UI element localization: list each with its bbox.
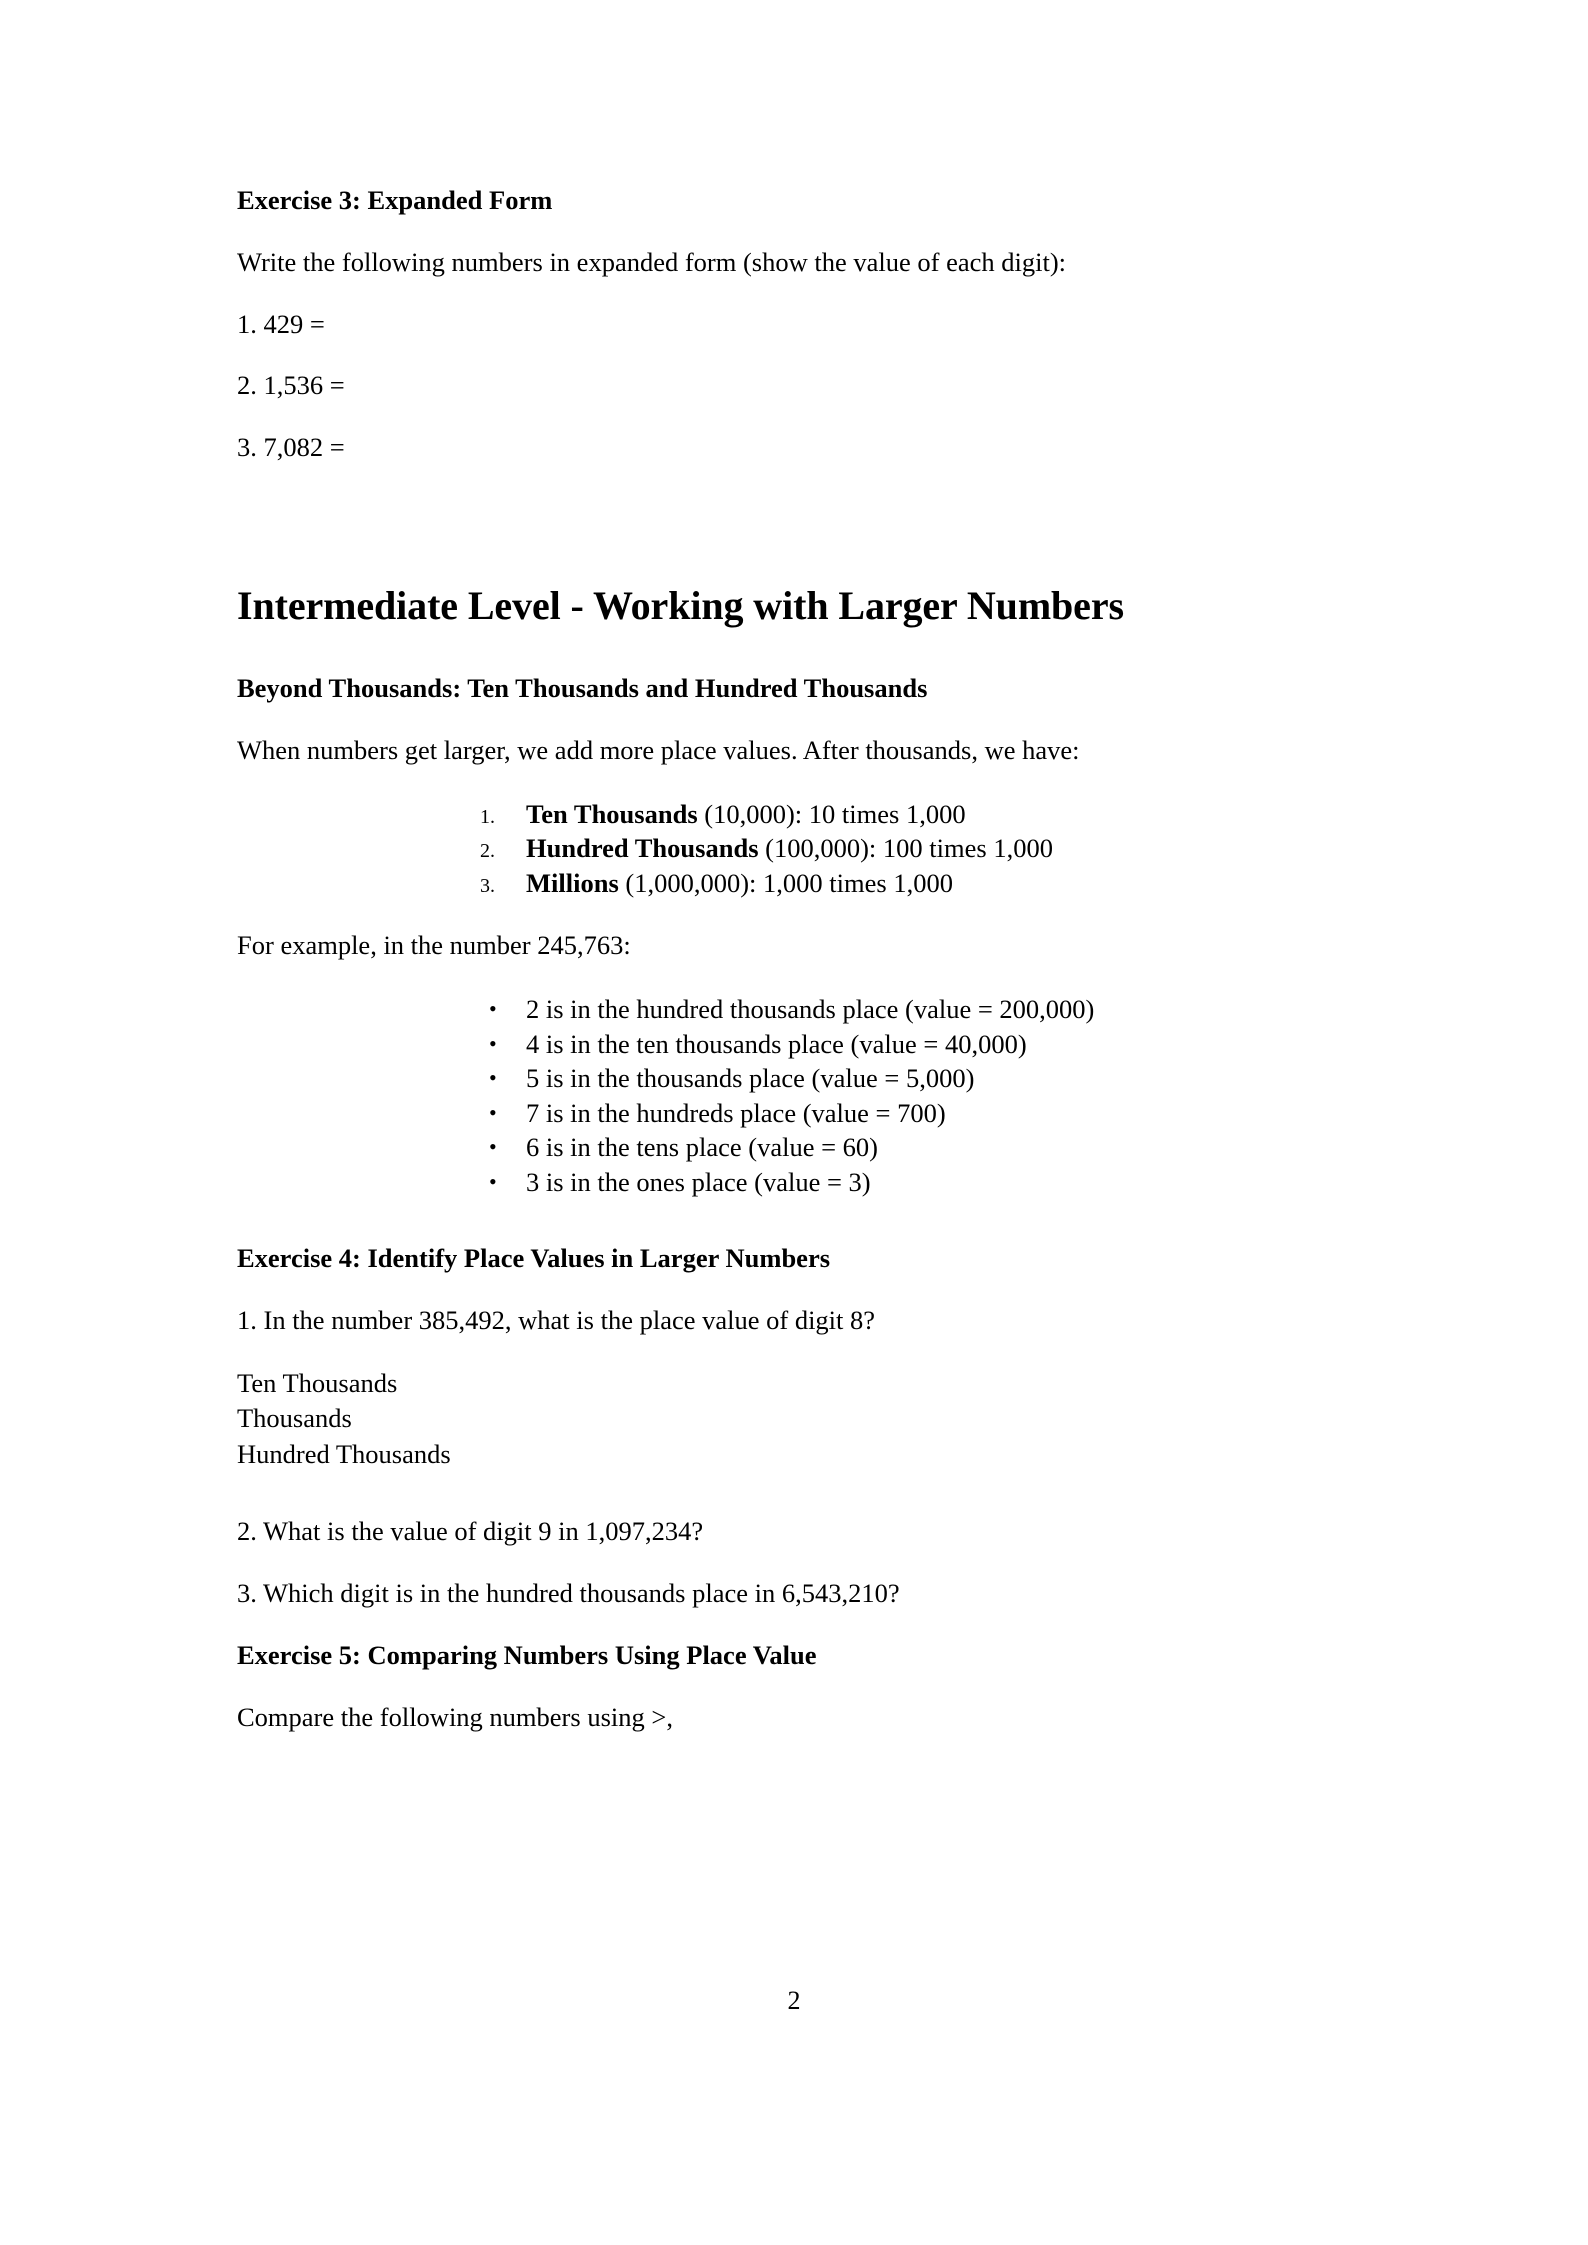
option-thousands[interactable]: Thousands	[237, 1403, 352, 1434]
place-value-term: Millions	[526, 867, 619, 898]
bullet-icon: •	[489, 1099, 497, 1125]
list-item-label: 2 is in the hundred thousands place (value = 200,000)	[526, 994, 1095, 1025]
list-marker: 2.	[480, 840, 495, 863]
bullet-icon: •	[489, 1065, 497, 1091]
list-item-label: 7 is in the hundreds place (value = 700)	[526, 1097, 946, 1128]
place-value-detail: (10,000): 10 times 1,000	[697, 798, 966, 829]
bullet-icon: •	[489, 1168, 497, 1194]
list-item	[237, 1096, 1269, 1131]
exercise-4-question-3: 3. Which digit is in the hundred thousands place in 6,543,210?	[237, 1577, 900, 1608]
spacer	[237, 1275, 1269, 1305]
exercise-3-item-3: 3. 7,082 =	[237, 432, 345, 463]
place-values-list	[237, 797, 1269, 901]
option-hundred-thousands[interactable]: Hundred Thousands	[237, 1438, 451, 1469]
exercise-4-question-1: 1. In the number 385,492, what is the place value of digit 8?	[237, 1304, 876, 1335]
exercise-4-question-1-options	[237, 1366, 1269, 1473]
list-item-label: 4 is in the ten thousands place (value = 40,000)	[526, 1028, 1027, 1059]
list-item	[237, 866, 1269, 901]
exercise-5-heading: Exercise 5: Comparing Numbers Using Place Value	[237, 1639, 817, 1670]
list-item	[237, 1165, 1269, 1200]
spacer	[237, 1548, 1269, 1578]
spacer	[237, 402, 1269, 432]
place-value-detail: (1,000,000): 1,000 times 1,000	[618, 867, 953, 898]
option-ten-thousands[interactable]: Ten Thousands	[237, 1367, 398, 1398]
section-title: Intermediate Level - Working with Larger Numbers	[237, 582, 1124, 628]
section-intro: When numbers get larger, we add more place values. After thousands, we have:	[237, 734, 1080, 765]
spacer	[237, 1337, 1269, 1366]
exercise-4-heading: Exercise 4: Identify Place Values in Larger Numbers	[237, 1243, 831, 1274]
bullet-icon: •	[489, 1030, 497, 1056]
page-number: 2	[787, 1986, 801, 2015]
spacer	[237, 629, 1269, 673]
spacer	[237, 1199, 1269, 1243]
bullet-icon: •	[489, 996, 497, 1022]
exercise-3-item-2: 2. 1,536 =	[237, 370, 345, 401]
spacer	[237, 217, 1269, 247]
list-item-label: 3 is in the ones place (value = 3)	[526, 1166, 871, 1197]
section-break-spacer	[237, 464, 1269, 582]
spacer	[237, 1610, 1269, 1640]
list-item	[237, 1061, 1269, 1096]
page-content	[237, 185, 1269, 1733]
list-item	[237, 1130, 1269, 1165]
list-item-label: 6 is in the tens place (value = 60)	[526, 1132, 878, 1163]
list-marker: 3.	[480, 874, 495, 897]
exercise-5-instruction: Compare the following numbers using >,	[237, 1701, 673, 1732]
spacer	[237, 1472, 1269, 1516]
spacer	[237, 767, 1269, 797]
exercise-3-heading: Exercise 3: Expanded Form	[237, 185, 553, 215]
place-value-term: Hundred Thousands	[526, 833, 759, 864]
spacer	[237, 705, 1269, 735]
spacer	[237, 340, 1269, 370]
example-bullets-list	[237, 992, 1269, 1199]
exercise-4-question-2: 2. What is the value of digit 9 in 1,097,234?	[237, 1516, 704, 1547]
list-item	[237, 797, 1269, 832]
exercise-3-item-1: 1. 429 =	[237, 308, 325, 339]
list-item-label: 5 is in the thousands place (value = 5,000)	[526, 1063, 975, 1094]
exercise-3-instruction: Write the following numbers in expanded form (show the value of each digit):	[237, 246, 1067, 277]
example-lead: For example, in the number 245,763:	[237, 930, 631, 961]
spacer	[237, 900, 1269, 930]
spacer	[237, 279, 1269, 309]
place-value-detail: (100,000): 100 times 1,000	[758, 833, 1053, 864]
spacer	[237, 962, 1269, 992]
list-item	[237, 1027, 1269, 1062]
place-value-term: Ten Thousands	[526, 798, 698, 829]
list-item	[237, 992, 1269, 1027]
bullet-icon: •	[489, 1134, 497, 1160]
list-marker: 1.	[480, 805, 495, 828]
spacer	[237, 1672, 1269, 1702]
list-item	[237, 831, 1269, 866]
section-subheading: Beyond Thousands: Ten Thousands and Hundred Thousands	[237, 673, 928, 704]
